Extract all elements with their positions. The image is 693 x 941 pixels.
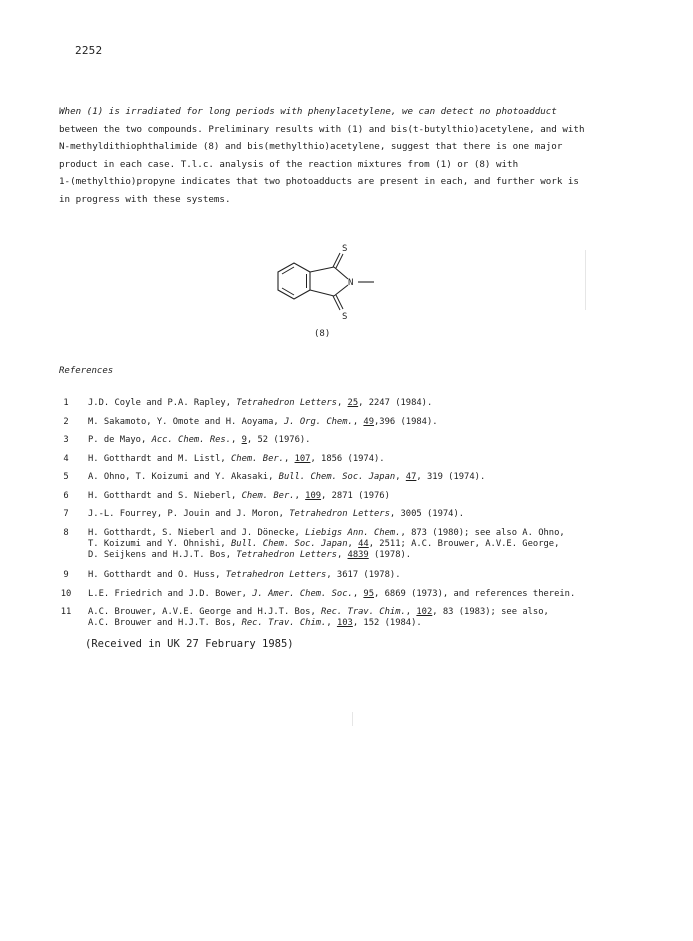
reference-segment: T. Koizumi and Y. Ohnishi, [88,538,231,549]
reference-segment: ,396 (1984). [374,416,438,427]
reference-segment: , 2511; A.C. Brouwer, A.V.E. George, [368,538,560,549]
thione-bond-bottom [336,295,343,309]
volume-number: 103 [336,618,353,629]
benzene-ring [278,263,310,299]
n-methyldithiophthalimide-diagram [270,243,390,329]
aromatic-double-bond [282,267,294,274]
reference-segment: , 1856 (1974). [310,453,385,464]
reference-text [88,435,310,446]
reference-number: 3 [63,435,69,445]
reference-item [59,607,549,630]
reference-segment: D. Seijkens and H.J.T. Bos, [88,550,237,561]
reference-segment: H. Gotthardt and M. Listl, [88,453,231,464]
volume-number: 109 [305,490,322,501]
reference-segment: H. Gotthardt and S. Nieberl, [88,490,242,501]
reference-segment: , 2247 (1984). [358,398,433,408]
body-line: 1-(methylthio)propyne indicates that two photoadducts are present in each, and further work is [59,176,579,188]
journal-name: Tetrahedron Letters [289,509,390,519]
reference-item [59,509,464,520]
volume-number: 44 [358,538,369,549]
ring-bond-c-n-bottom [334,285,348,296]
sulfur-atom-bottom: S [342,312,348,322]
reference-item [59,570,401,581]
sulfur-atom-top: S [342,244,348,254]
reference-item [59,417,438,428]
volume-number: 47 [405,472,417,482]
reference-segment: , 152 (1984). [352,618,422,629]
reference-segment: , [326,618,337,629]
thione-bond-bottom [333,296,340,310]
journal-name: J. Amer. Chem. Soc. [252,588,353,599]
reference-segment: H. Gotthardt and O. Huss, [88,570,226,580]
ring-bond-top [310,267,334,272]
reference-item [59,435,310,446]
reference-text [88,491,390,502]
ring-bond-c-n-top [334,267,348,279]
reference-segment: A. Ohno, T. Koizumi and Y. Akasaki, [88,472,279,482]
body-line: in progress with these systems. [59,193,231,205]
reference-segment: P. de Mayo, [88,435,152,445]
journal-name: J. Org. Chem. [283,416,353,427]
reference-text [88,417,438,428]
reference-text [88,570,401,581]
reference-text [88,398,432,409]
reference-number: 1 [63,398,69,408]
journal-name: Liebigs Ann. Chem. [305,527,401,538]
body-line: When (1) is irradiated for long periods with phenylacetylene, we can detect no photoadduct [59,106,557,117]
scan-artifact [352,712,353,726]
reference-segment: L.E. Friedrich and J.D. Bower, [88,588,253,599]
reference-segment: , 3617 (1978). [326,570,401,580]
reference-segment: H. Gotthardt, S. Nieberl and J. Dönecke, [88,527,306,538]
reference-number: 10 [60,588,72,599]
aromatic-double-bond [282,288,294,295]
volume-number: 49 [363,416,375,427]
reference-number: 2 [63,416,69,427]
reference-segment: A.C. Brouwer, A.V.E. George and H.J.T. Bos, [88,607,322,617]
reference-number: 11 [60,607,72,617]
journal-name: Chem. Ber. [241,490,295,501]
journal-name: Rec. Trav. Chim. [321,607,406,617]
reference-segment: J.D. Coyle and P.A. Rapley, [88,398,237,408]
thione-bond-top [333,253,340,267]
reference-text [88,509,464,520]
compound-label: (8) [314,329,331,339]
reference-text [88,618,549,629]
body-paragraph [59,103,659,209]
reference-text [88,550,565,561]
reference-segment: , 6869 (1973), and references therein. [374,588,576,599]
nitrogen-atom: N [348,278,354,288]
reference-number: 7 [63,509,69,519]
reference-item [59,528,565,562]
reference-segment: , [231,435,242,445]
body-line: between the two compounds. Preliminary results with (1) and bis(t-butylthio)acetylene, and with [59,123,585,135]
reference-number: 5 [63,472,69,482]
reference-segment: , 83 (1983); see also, [432,607,549,617]
volume-number: 102 [416,607,433,617]
reference-text [88,454,385,465]
journal-name: Tetrahedron Letters [236,398,337,408]
reference-segment: J.-L. Fourrey, P. Jouin and J. Moron, [88,509,290,519]
volume-number: 9 [241,435,247,445]
reference-segment: , 873 (1980); see also A. Ohno, [400,527,565,538]
received-note: (Received in UK 27 February 1985) [85,638,294,650]
scan-artifact [585,250,586,310]
reference-segment: , 2871 (1976) [321,490,390,501]
volume-number: 4839 [347,550,369,561]
journal-name: Tetrahedron Letters [225,570,327,580]
ring-bond-bottom [310,290,334,296]
reference-number: 9 [63,570,69,580]
reference-text [88,607,549,618]
reference-segment: , [352,416,364,427]
reference-text [88,472,485,483]
body-line: product in each case. T.l.c. analysis of the reaction mixtures from (1) or (8) with [59,158,519,170]
reference-item [59,398,432,409]
volume-number: 95 [363,588,375,599]
journal-name: Rec. Trav. Chim. [241,618,327,629]
reference-segment: , [294,490,306,501]
journal-name: Chem. Ber. [231,453,284,464]
reference-item [59,491,390,502]
reference-item [59,589,575,600]
reference-segment: , [395,472,406,482]
journal-name: Tetrahedron Letters [236,550,337,561]
reference-number: 4 [63,453,69,464]
reference-segment: , [405,607,417,617]
thione-bond-top [336,254,343,268]
reference-item [59,454,385,465]
reference-segment: , [352,588,364,599]
page-number: 2252 [75,44,103,57]
reference-number: 6 [63,490,69,501]
journal-name: Bull. Chem. Soc. Japan [278,472,396,482]
reference-item [59,472,485,483]
reference-number: 8 [63,527,69,538]
reference-segment: , 3005 (1974). [389,509,465,519]
reference-segment: , [283,453,295,464]
reference-text [88,528,565,539]
volume-number: 107 [294,453,311,464]
reference-text [88,539,565,550]
reference-segment: , 319 (1974). [416,472,486,482]
volume-number: 25 [347,398,359,408]
reference-segment: , [336,550,348,561]
journal-name: Bull. Chem. Soc. Japan [231,538,348,549]
journal-name: Acc. Chem. Res. [151,435,232,445]
reference-segment: (1978). [368,550,412,561]
reference-segment: , [347,538,359,549]
reference-segment: , 52 (1976). [246,435,311,445]
reference-segment: M. Sakamoto, Y. Omote and H. Aoyama, [88,416,284,427]
references-heading: References [59,366,114,376]
reference-text [88,589,575,600]
body-line: N-methyldithiophthalimide (8) and bis(methylthio)acetylene, suggest that there is one major [59,141,563,153]
reference-segment: , [336,398,348,408]
reference-segment: A.C. Brouwer and H.J.T. Bos, [88,618,242,629]
